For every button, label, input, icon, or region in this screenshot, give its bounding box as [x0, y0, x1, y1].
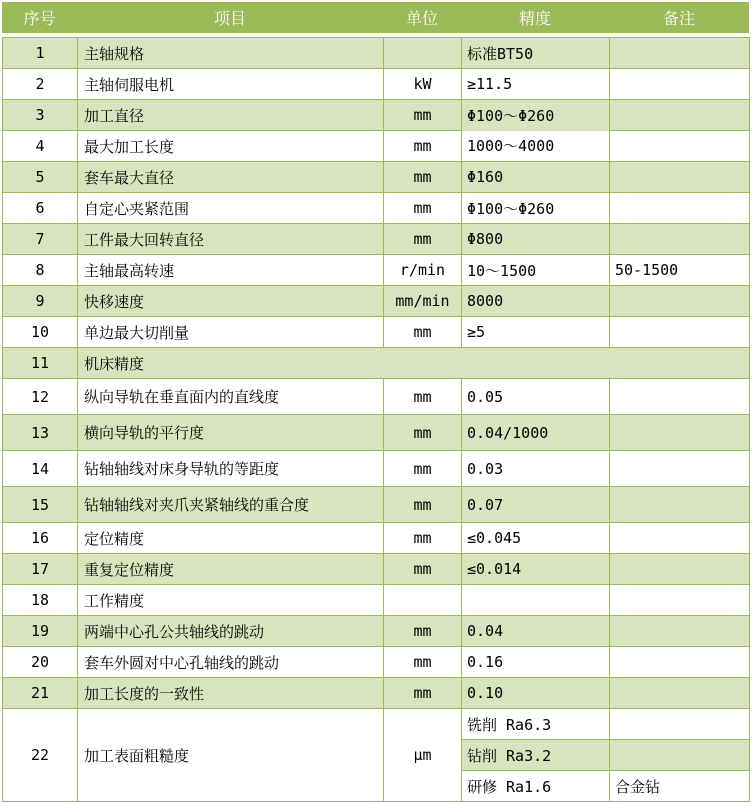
cell-unit: mm: [384, 317, 462, 348]
cell-no: 18: [3, 585, 78, 616]
cell-precision: 0.04/1000: [462, 415, 610, 451]
cell-precision: 0.04: [462, 616, 610, 647]
table-row: [3, 487, 750, 523]
cell-no: 19: [3, 616, 78, 647]
cell-remark: [610, 379, 750, 415]
cell-item: 横向导轨的平行度: [78, 415, 384, 451]
cell-remark: [610, 131, 750, 162]
cell-unit: mm/min: [384, 286, 462, 317]
cell-no: 22: [3, 709, 78, 802]
cell-precision: ≤0.014: [462, 554, 610, 585]
cell-precision: Φ800: [462, 224, 610, 255]
cell-precision: Φ100～Φ260: [462, 193, 610, 224]
cell-remark: [610, 740, 750, 771]
col-header-remark: 备注: [662, 9, 695, 28]
cell-item: 定位精度: [78, 523, 384, 554]
cell-no: 9: [3, 286, 78, 317]
table-row: [3, 678, 750, 709]
cell-no: 8: [3, 255, 78, 286]
table-row: [3, 193, 750, 224]
cell-unit: mm: [384, 451, 462, 487]
cell-unit: mm: [384, 523, 462, 554]
cell-precision: 0.07: [462, 487, 610, 523]
cell-item: 单边最大切削量: [78, 317, 384, 348]
table-row-section: [3, 348, 750, 379]
cell-precision: 标准BT50: [462, 38, 610, 69]
cell-no: 20: [3, 647, 78, 678]
table-row: [3, 647, 750, 678]
cell-remark: [610, 38, 750, 69]
cell-item: 主轴伺服电机: [78, 69, 384, 100]
cell-precision: 研修 Ra1.6: [462, 771, 610, 802]
cell-remark: [610, 585, 750, 616]
cell-no: 16: [3, 523, 78, 554]
cell-item: 加工直径: [78, 100, 384, 131]
cell-item: 钻轴轴线对夹爪夹紧轴线的重合度: [78, 487, 384, 523]
cell-remark: [610, 69, 750, 100]
cell-remark: [610, 317, 750, 348]
cell-item: 主轴最高转速: [78, 255, 384, 286]
cell-precision: 8000: [462, 286, 610, 317]
cell-precision: [462, 585, 610, 616]
table-row: [3, 554, 750, 585]
table-row: [3, 286, 750, 317]
cell-unit: mm: [384, 554, 462, 585]
cell-remark: [610, 554, 750, 585]
cell-unit: kW: [384, 69, 462, 100]
table-row: [3, 69, 750, 100]
table-row: [3, 709, 750, 740]
cell-remark: [610, 709, 750, 740]
cell-no: 11: [3, 348, 78, 379]
cell-no: 6: [3, 193, 78, 224]
cell-precision: ≥5: [462, 317, 610, 348]
cell-no: 7: [3, 224, 78, 255]
cell-remark: [610, 616, 750, 647]
col-header-no: 序号: [23, 9, 56, 28]
cell-item: 加工表面粗糙度: [78, 709, 384, 802]
cell-item: 加工长度的一致性: [78, 678, 384, 709]
cell-precision: ≥11.5: [462, 69, 610, 100]
cell-unit: mm: [384, 647, 462, 678]
cell-unit: [384, 585, 462, 616]
cell-item: 主轴规格: [78, 38, 384, 69]
cell-unit: μm: [384, 709, 462, 802]
cell-no: 10: [3, 317, 78, 348]
table-row: [3, 523, 750, 554]
table-row: [3, 255, 750, 286]
table-row: [3, 451, 750, 487]
cell-unit: mm: [384, 616, 462, 647]
cell-unit: mm: [384, 224, 462, 255]
cell-remark: 50-1500: [610, 255, 750, 286]
table-row: [3, 224, 750, 255]
cell-precision: Φ100～Φ260: [462, 100, 610, 131]
cell-unit: mm: [384, 100, 462, 131]
cell-item: 钻轴轴线对床身导轨的等距度: [78, 451, 384, 487]
table-row: [3, 317, 750, 348]
cell-precision: ≤0.045: [462, 523, 610, 554]
col-header-precision: 精度: [518, 9, 551, 28]
cell-remark: [610, 193, 750, 224]
cell-no: 2: [3, 69, 78, 100]
cell-remark: [610, 286, 750, 317]
cell-unit: [384, 38, 462, 69]
cell-precision: Φ160: [462, 162, 610, 193]
cell-no: 21: [3, 678, 78, 709]
cell-item: 最大加工长度: [78, 131, 384, 162]
spec-table: [2, 37, 750, 802]
cell-precision: 铣削 Ra6.3: [462, 709, 610, 740]
cell-unit: mm: [384, 193, 462, 224]
cell-no: 17: [3, 554, 78, 585]
cell-item: 两端中心孔公共轴线的跳动: [78, 616, 384, 647]
cell-item: 套车外圆对中心孔轴线的跳动: [78, 647, 384, 678]
cell-unit: mm: [384, 678, 462, 709]
cell-precision: 0.10: [462, 678, 610, 709]
cell-item: 快移速度: [78, 286, 384, 317]
table-row: [3, 415, 750, 451]
cell-remark: [610, 224, 750, 255]
cell-no: 12: [3, 379, 78, 415]
cell-remark: [610, 451, 750, 487]
cell-item: 自定心夹紧范围: [78, 193, 384, 224]
cell-remark: [610, 678, 750, 709]
cell-item: 纵向导轨在垂直面内的直线度: [78, 379, 384, 415]
cell-unit: mm: [384, 162, 462, 193]
cell-precision: 0.05: [462, 379, 610, 415]
table-row: [3, 162, 750, 193]
cell-remark: [610, 523, 750, 554]
cell-unit: mm: [384, 415, 462, 451]
cell-remark: 合金钻: [610, 771, 750, 802]
cell-precision: 0.03: [462, 451, 610, 487]
table-row: [3, 38, 750, 69]
col-header-item: 项目: [213, 9, 246, 28]
cell-no: 15: [3, 487, 78, 523]
table-row: [3, 585, 750, 616]
cell-no: 13: [3, 415, 78, 451]
cell-precision: 1000～4000: [462, 131, 610, 162]
cell-unit: r/min: [384, 255, 462, 286]
cell-precision: 钻削 Ra3.2: [462, 740, 610, 771]
cell-item: 工件最大回转直径: [78, 224, 384, 255]
cell-no: 3: [3, 100, 78, 131]
table-row: [3, 379, 750, 415]
cell-unit: mm: [384, 487, 462, 523]
cell-item: 套车最大直径: [78, 162, 384, 193]
cell-no: 4: [3, 131, 78, 162]
table-header-row: [2, 2, 749, 33]
cell-unit: mm: [384, 131, 462, 162]
cell-remark: [610, 415, 750, 451]
cell-item: 重复定位精度: [78, 554, 384, 585]
cell-remark: [610, 100, 750, 131]
cell-remark: [610, 647, 750, 678]
table-row: [3, 100, 750, 131]
cell-item: 机床精度: [78, 348, 750, 379]
cell-remark: [610, 487, 750, 523]
cell-no: 1: [3, 38, 78, 69]
cell-unit: mm: [384, 379, 462, 415]
col-header-unit: 单位: [405, 9, 438, 28]
cell-no: 5: [3, 162, 78, 193]
table-row: [3, 616, 750, 647]
cell-precision: 0.16: [462, 647, 610, 678]
cell-no: 14: [3, 451, 78, 487]
cell-precision: 10～1500: [462, 255, 610, 286]
cell-item: 工作精度: [78, 585, 384, 616]
cell-remark: [610, 162, 750, 193]
table-row: [3, 131, 750, 162]
